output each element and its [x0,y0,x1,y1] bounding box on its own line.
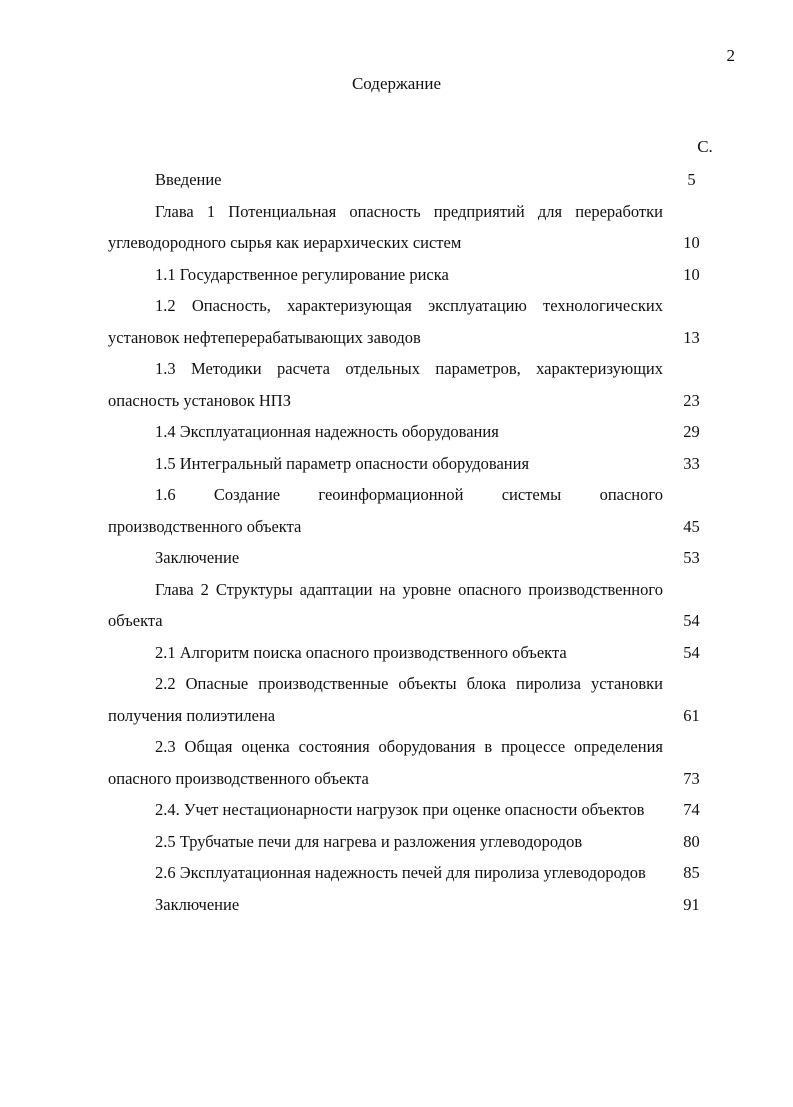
toc-entry-conclusion-1[interactable] [108,542,720,574]
toc-entry-2-5[interactable] [108,826,720,858]
toc-entry-2-3[interactable] [108,731,720,794]
toc-entry-title: 1.2 Опасность, характеризующая эксплуатацию технологических установок нефтеперерабатывающих заводов [108,296,663,347]
page-column-header: С. [697,137,713,156]
toc-entry-title: 2.3 Общая оценка состояния оборудования в процессе определения опасного производственного объекта [108,737,663,788]
toc-entry-1-6[interactable] [108,479,720,542]
page-number: 2 [726,46,735,65]
toc-entry-page: 10 [683,233,700,252]
toc-entry-page: 45 [683,516,700,536]
page-title: Содержание [351,74,442,93]
toc-entry-1-5[interactable] [108,448,720,480]
toc-entry-page: 54 [683,642,700,662]
toc-entry-2-4[interactable] [108,794,720,826]
toc-entry-title: Заключение [155,894,240,914]
toc-entry-title: 1.3 Методики расчета отдельных параметров, характеризующих опасность установок НПЗ [108,359,663,410]
toc-entry-page: 53 [683,548,700,567]
toc-entry-title: 1.1 Государственное регулирование риска [155,264,449,284]
toc-entry-page: 91 [683,894,700,914]
toc-entry-title: 1.5 Интегральный параметр опасности оборудования [155,453,530,473]
toc-entry-title: 2.1 Алгоритм поиска опасного производственного объекта [155,642,567,662]
toc-entry-title: Глава 2 Структуры адаптации на уровне опасного производственного объекта [108,579,663,630]
toc-entry-title: 2.4. Учет нестационарности нагрузок при оценке опасности объектов [155,800,645,819]
toc-entry-chapter-2[interactable] [108,574,720,637]
toc-entry-page: 74 [683,800,700,819]
toc-entry-introduction[interactable] [108,164,720,196]
toc-entry-conclusion-2[interactable] [108,889,720,921]
toc-entry-title: 2.2 Опасные производственные объекты блока пиролиза установки получения полиэтилена [108,674,663,725]
toc-entry-1-3[interactable] [108,353,720,416]
toc-entry-page: 5 [687,170,696,189]
toc-entry-title: 1.4 Эксплуатационная надежность оборудования [155,422,499,441]
toc-entry-1-4[interactable] [108,416,720,448]
toc-entry-page: 80 [683,831,700,851]
toc-entry-title: 2.6 Эксплуатационная надежность печей для пиролиза углеводородов [155,863,646,882]
toc-entry-page: 23 [683,390,700,410]
toc-entry-page: 73 [683,768,700,788]
toc-entry-1-1[interactable] [108,259,720,291]
toc-entry-2-6[interactable] [108,857,720,889]
toc-entry-title: 2.5 Трубчатые печи для нагрева и разложения углеводородов [155,831,583,851]
toc-entry-chapter-1[interactable] [108,196,720,259]
toc-entry-page: 85 [683,863,700,882]
toc-entry-page: 54 [683,611,700,630]
table-of-contents [108,164,720,920]
toc-entry-1-2[interactable] [108,290,720,353]
toc-entry-page: 13 [683,327,700,347]
toc-entry-title: Введение [155,170,222,189]
toc-entry-page: 29 [683,422,700,441]
toc-entry-page: 61 [683,705,700,725]
toc-entry-page: 10 [683,264,700,284]
toc-entry-page: 33 [683,453,700,473]
toc-entry-title: 1.6 Создание геоинформационной системы опасного производственного объекта [108,485,663,536]
toc-entry-title: Глава 1 Потенциальная опасность предприятий для переработки углеводородного сырья как иерархических систем [108,201,663,252]
toc-entry-2-2[interactable] [108,668,720,731]
toc-entry-2-1[interactable] [108,637,720,669]
toc-entry-title: Заключение [155,548,240,567]
